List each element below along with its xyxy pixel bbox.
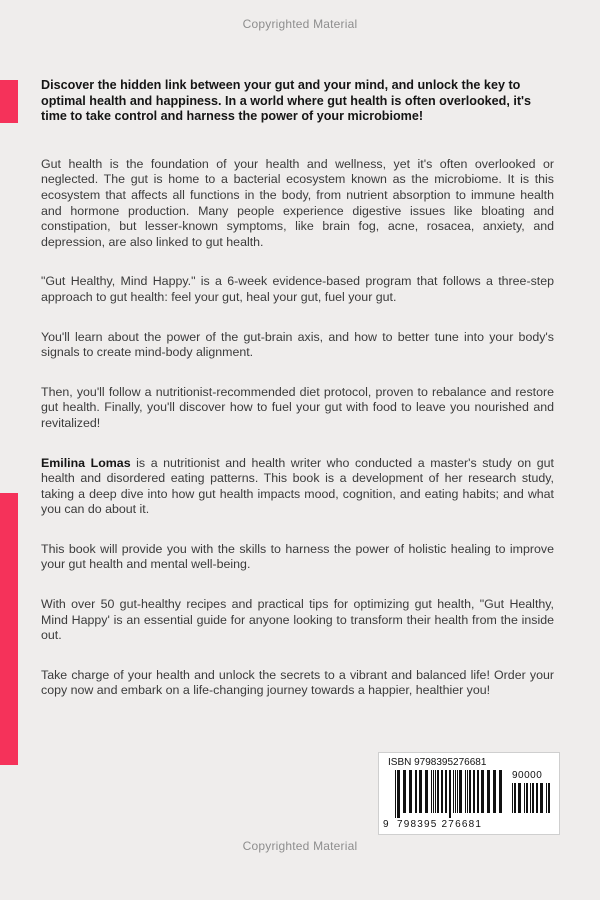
- lead-paragraph: Discover the hidden link between your gut and your mind, and unlock the key to optimal health and happiness. In a world where gut health is often overlooked, it's time to take control and harness the power of your microbiome!: [41, 78, 532, 124]
- barcode-bar: [512, 783, 513, 813]
- barcode-bar: [431, 770, 432, 813]
- isbn-barcode: [378, 752, 560, 835]
- paragraph-gut-health: Gut health is the foundation of your health and wellness, yet it's often overlooked or neglected. The gut is home to a bacterial ecosystem known as the microbiome. It is this ecosystem that affects all functions in the body, from nutrient absorption to immune health and hormone production. Many people experience digestive issues like bloating and constipation, but lesser-known symptoms, like brain fog, acne, rosacea, anxiety, and depression, are also linked to gut health.: [41, 156, 554, 249]
- author-name: Emilina Lomas: [41, 455, 131, 470]
- barcode-bar: [546, 783, 547, 813]
- paragraph-call-to-action: Take charge of your health and unlock the secrets to a vibrant and balanced life! Order your copy now and embark on a life-changing journey towards a happier, healthier you!: [41, 667, 554, 698]
- paragraph-skills: This book will provide you with the skills to harness the power of holistic healing to improve your gut health and mental well-being.: [41, 541, 554, 572]
- paragraph-gut-brain-axis: You'll learn about the power of the gut-brain axis, and how to better tune into your body's signals to create mind-body alignment.: [41, 329, 554, 360]
- paragraph-diet-protocol: Then, you'll follow a nutritionist-recommended diet protocol, proven to rebalance and restore gut health. Finally, you'll discover how to fuel your gut with food to leave you nourished and revitalized!: [41, 384, 554, 430]
- barcode-bar: [548, 783, 550, 813]
- isbn-label: ISBN 9798395276681: [388, 757, 487, 768]
- barcode-bar: [415, 770, 417, 813]
- barcode-bar: [487, 770, 490, 813]
- barcode-bar: [499, 770, 502, 813]
- barcode-bar: [469, 770, 471, 813]
- barcode-bar: [532, 783, 534, 813]
- barcode-bar: [465, 770, 466, 813]
- back-cover-text: [41, 78, 554, 699]
- barcode-bar: [530, 783, 531, 813]
- barcode-lead-digit: 9: [383, 819, 389, 830]
- barcode-bar: [477, 770, 479, 813]
- barcode-bar: [395, 770, 396, 818]
- barcode-bar: [403, 770, 406, 813]
- price-addon-number: 90000: [512, 770, 543, 781]
- barcode-bar: [455, 770, 456, 813]
- barcode-bar: [449, 770, 451, 818]
- barcode-bar: [437, 770, 439, 813]
- barcode-bar: [467, 770, 468, 813]
- copyright-watermark-top: Copyrighted Material: [242, 17, 358, 31]
- barcode-bar: [536, 783, 538, 813]
- addon-barcode-bars: [512, 783, 551, 818]
- barcode-bar: [473, 770, 475, 813]
- copyright-watermark-bottom: Copyrighted Material: [242, 839, 358, 853]
- barcode-bar: [526, 783, 528, 813]
- paragraph-recipes: With over 50 gut-healthy recipes and practical tips for optimizing gut health, "Gut Healthy, Mind Happy' is an essential guide for anyone looking to transform their health from the inside out.: [41, 597, 554, 643]
- barcode-bar: [425, 770, 428, 813]
- barcode-bar: [493, 770, 496, 813]
- accent-bar-middle: [0, 493, 18, 765]
- barcode-bar: [453, 770, 454, 813]
- paragraph-author-bio: [41, 456, 554, 518]
- barcode-bar: [441, 770, 443, 813]
- barcode-bar: [514, 783, 516, 813]
- author-bio-text: is a nutritionist and health writer who conducted a master's study on gut health and disordered eating patterns. This book is a development of her research study, taking a deep dive into how gut health impacts mood, cognition, and eating habits; and what you can do about it.: [41, 455, 554, 517]
- barcode-bar: [445, 770, 447, 813]
- barcode-bar: [524, 783, 525, 813]
- paragraph-program: "Gut Healthy, Mind Happy." is a 6-week evidence-based program that follows a three-step approach to gut health: feel your gut, heal your gut, fuel your gut.: [41, 274, 554, 304]
- barcode-bar: [419, 770, 422, 813]
- barcode-bar: [518, 783, 521, 813]
- barcode-bar: [459, 770, 462, 813]
- barcode-bar: [457, 770, 458, 813]
- barcode-digits: 798395 276681: [397, 819, 483, 830]
- barcode-bar: [397, 770, 400, 818]
- barcode-bar: [481, 770, 484, 813]
- barcode-bar: [435, 770, 436, 813]
- ean-barcode-bars: [395, 770, 506, 818]
- barcode-bar: [409, 770, 412, 813]
- barcode-bar: [433, 770, 434, 813]
- accent-bar-top: [0, 80, 18, 123]
- barcode-bar: [540, 783, 543, 813]
